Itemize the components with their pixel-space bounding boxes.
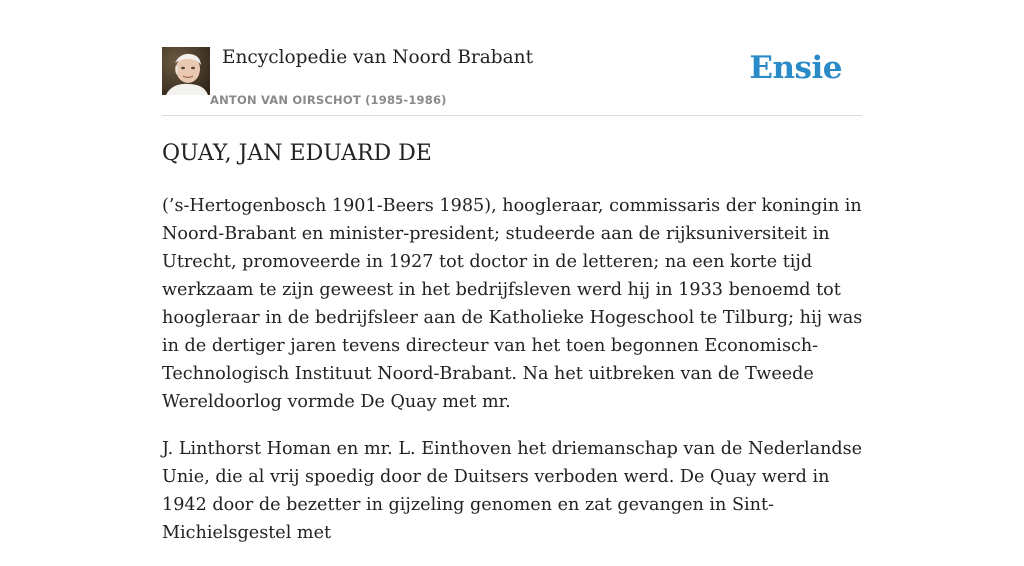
encyclopedia-title[interactable]: Encyclopedie van Noord Brabant	[222, 47, 534, 68]
article-title: QUAY, JAN EDUARD DE	[162, 141, 432, 166]
author-name[interactable]: ANTON VAN OIRSCHOT (1985-1986)	[210, 93, 447, 107]
ensie-logo[interactable]: Ensie	[749, 50, 842, 86]
article-content	[162, 192, 864, 566]
header	[162, 46, 862, 116]
author-portrait-icon	[162, 47, 210, 95]
header-divider	[162, 115, 862, 116]
article-paragraph: J. Linthorst Homan en mr. L. Einthoven het driemanschap van de Nederlandse Unie, die al vrij spoedig door de Duitsers verboden werd. De Quay werd in 1942 door de bezetter in gijzeling genomen en zat gevangen in Sint-Michielsgestel met	[162, 439, 863, 543]
article-paragraph: (’s-Hertogenbosch 1901-Beers 1985), hoogleraar, commissaris der koningin in Noord-Brabant en minister-president; studeerde aan de rijksuniversiteit in Utrecht, promoveerde in 1927 tot doctor in de letteren; na een korte tijd werkzaam te zijn geweest in het bedrijfsleven werd hij in 1933 benoemd tot hoogleraar in de bedrijfsleer aan de Katholieke Hogeschool te Tilburg; hij was in de dertiger jaren tevens directeur van het toen begonnen Economisch-Technologisch Instituut Noord-Brabant. Na het uitbreken van de Tweede Wereldoorlog vormde De Quay met mr.	[162, 196, 863, 412]
author-avatar[interactable]	[162, 47, 210, 95]
